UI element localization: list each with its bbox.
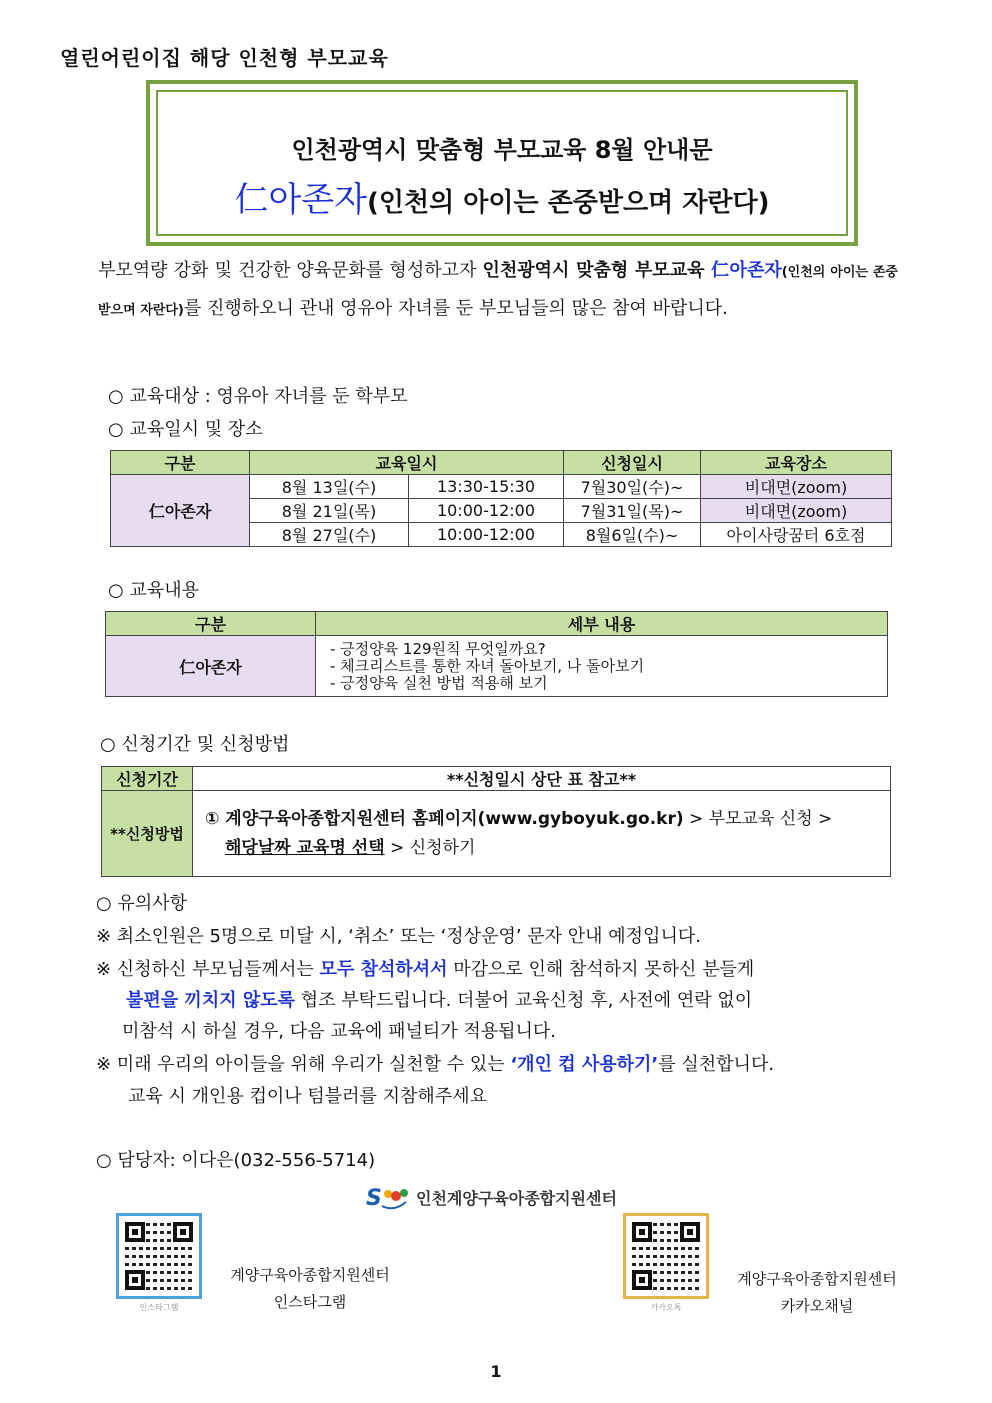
schedule-time: 13:30-15:30 — [409, 475, 564, 499]
intro-brand: 仁아존자 — [711, 260, 782, 281]
apply-method-select: 해당날짜 교육명 선택 — [225, 837, 385, 858]
content-item: - 긍정양육 129원칙 무엇일까요? — [330, 639, 546, 658]
qr-kakao-label — [728, 1266, 906, 1320]
schedule-apply: 8월6일(수)~ — [564, 523, 701, 547]
intro-paragraph — [98, 253, 898, 329]
title-box — [146, 80, 858, 246]
note-2-emphasis: 모두 참석하셔서 — [319, 959, 448, 980]
apply-method-site: ① 계양구육아종합지원센터 홈페이지(www.gyboyuk.go.kr) — [205, 808, 684, 829]
apply-table — [101, 766, 891, 877]
apply-period-value: **신청일시 상단 표 참고** — [193, 767, 891, 791]
note-1: ※ 최소인원은 5명으로 미달 시, ‘취소’ 또는 ‘정상운영’ 문자 안내 예정입니다. — [96, 926, 701, 947]
qr-instagram[interactable] — [116, 1213, 202, 1313]
intro-bold: 인천광역시 맞춤형 부모교육 — [482, 260, 712, 281]
page-number: 1 — [490, 1362, 502, 1381]
qr-code-icon — [623, 1213, 709, 1299]
apply-method-finish: > 신청하기 — [384, 837, 476, 858]
note-3-text: 를 실천합니다. — [658, 1054, 775, 1075]
org-logo-text: 인천계양구육아종합지원센터 — [416, 1188, 617, 1208]
content-item: - 체크리스트를 통한 자녀 돌아보기, 나 돌아보기 — [330, 656, 645, 675]
content-item: - 긍정양육 실천 방법 적용해 보기 — [330, 673, 548, 692]
schedule-date: 8월 21일(목) — [250, 499, 409, 523]
title-subtitle: (인천의 아이는 존중받으며 자란다) — [367, 188, 770, 218]
schedule-group-label: 仁아존자 — [111, 475, 250, 547]
qr-instagram-label — [224, 1262, 396, 1316]
schedule-place: 비대면(zoom) — [701, 475, 892, 499]
bullet-schedule: ○ 교육일시 및 장소 — [108, 419, 263, 440]
org-logo-icon — [366, 1184, 410, 1210]
note-2-text: 마감으로 인해 참석하지 못하신 분들게 — [447, 959, 755, 980]
schedule-place: 비대면(zoom) — [701, 499, 892, 523]
schedule-header-cell: 교육장소 — [701, 451, 892, 475]
apply-method-step: > 부모교육 신청 > — [683, 808, 833, 829]
note-2-emphasis: 불편을 끼치지 않도록 — [126, 990, 296, 1011]
apply-method-label: **신청방법 — [102, 791, 193, 877]
qr-label-line: 인스타그램 — [273, 1293, 347, 1311]
title-inner-frame — [156, 90, 848, 236]
schedule-header-cell: 구분 — [111, 451, 250, 475]
note-2-text: 협조 부탁드립니다. 더불어 교육신청 후, 사전에 연락 없이 — [295, 990, 753, 1011]
schedule-time: 10:00-12:00 — [409, 499, 564, 523]
qr-caption: 인스타그램 — [139, 1303, 179, 1312]
content-header-cell: 구분 — [106, 612, 316, 636]
qr-label-line: 계양구육아종합지원센터 — [737, 1270, 897, 1288]
note-3-text: ※ 미래 우리의 아이들을 위해 우리가 실천할 수 있는 — [96, 1054, 511, 1075]
content-header-cell: 세부 내용 — [316, 612, 888, 636]
note-2-text: ※ 신청하신 부모님들께서는 — [96, 959, 320, 980]
qr-code-icon — [116, 1213, 202, 1299]
title-line2 — [158, 172, 846, 221]
qr-caption: 카카오톡 — [650, 1303, 682, 1312]
note-2-line3: 미참석 시 하실 경우, 다음 교육에 패널티가 적용됩니다. — [122, 1021, 557, 1042]
note-2-line2 — [126, 986, 752, 1012]
schedule-table — [110, 450, 892, 547]
bullet-content: ○ 교육내용 — [108, 580, 199, 601]
schedule-time: 10:00-12:00 — [409, 523, 564, 547]
contact: ○ 담당자: 이다은(032-556-5714) — [96, 1150, 376, 1171]
apply-method-line2 — [205, 834, 890, 863]
schedule-apply: 7월30일(수)~ — [564, 475, 701, 499]
org-logo — [366, 1184, 617, 1210]
schedule-date: 8월 13일(수) — [250, 475, 409, 499]
schedule-place: 아이사랑꿈터 6호점 — [701, 523, 892, 547]
bullet-target: ○ 교육대상 : 영유아 자녀를 둔 학부모 — [108, 386, 408, 407]
intro-small: (인천의 아이는 존중받으며 자란다) — [98, 265, 898, 318]
note-3-line1 — [96, 1050, 774, 1076]
qr-label-line: 계양구육아종합지원센터 — [230, 1266, 390, 1284]
schedule-header-cell: 신청일시 — [564, 451, 701, 475]
schedule-header-cell: 교육일시 — [250, 451, 564, 475]
content-items — [316, 636, 888, 697]
content-group-label: 仁아존자 — [106, 636, 316, 697]
bullet-apply: ○ 신청기간 및 신청방법 — [100, 734, 290, 755]
qr-label-line: 카카오채널 — [780, 1297, 854, 1315]
bullet-notes: ○ 유의사항 — [96, 893, 187, 914]
svg-text:S: S — [366, 1186, 382, 1210]
content-table — [105, 611, 888, 697]
note-2-line1 — [96, 955, 754, 981]
note-3-line2: 교육 시 개인용 컵이나 텀블러를 지참해주세요 — [128, 1086, 487, 1107]
schedule-apply: 7월31일(목)~ — [564, 499, 701, 523]
title-brand: 仁아존자 — [234, 180, 367, 220]
page-header: 열린어린이집 해당 인천형 부모교육 — [60, 46, 389, 70]
schedule-date: 8월 27일(수) — [250, 523, 409, 547]
intro-text1: 부모역량 강화 및 건강한 양육문화를 형성하고자 — [98, 260, 483, 281]
apply-period-label: 신청기간 — [102, 767, 193, 791]
title-line1: 인천광역시 맞춤형 부모교육 8월 안내문 — [291, 136, 713, 164]
intro-text2: 를 진행하오니 관내 영유아 자녀를 둔 부모님들의 많은 참여 바랍니다. — [183, 298, 728, 319]
apply-method-line1 — [205, 805, 890, 834]
note-3-emphasis: ‘개인 컵 사용하기’ — [510, 1054, 659, 1075]
apply-method — [193, 791, 891, 877]
qr-kakao[interactable] — [623, 1213, 709, 1313]
